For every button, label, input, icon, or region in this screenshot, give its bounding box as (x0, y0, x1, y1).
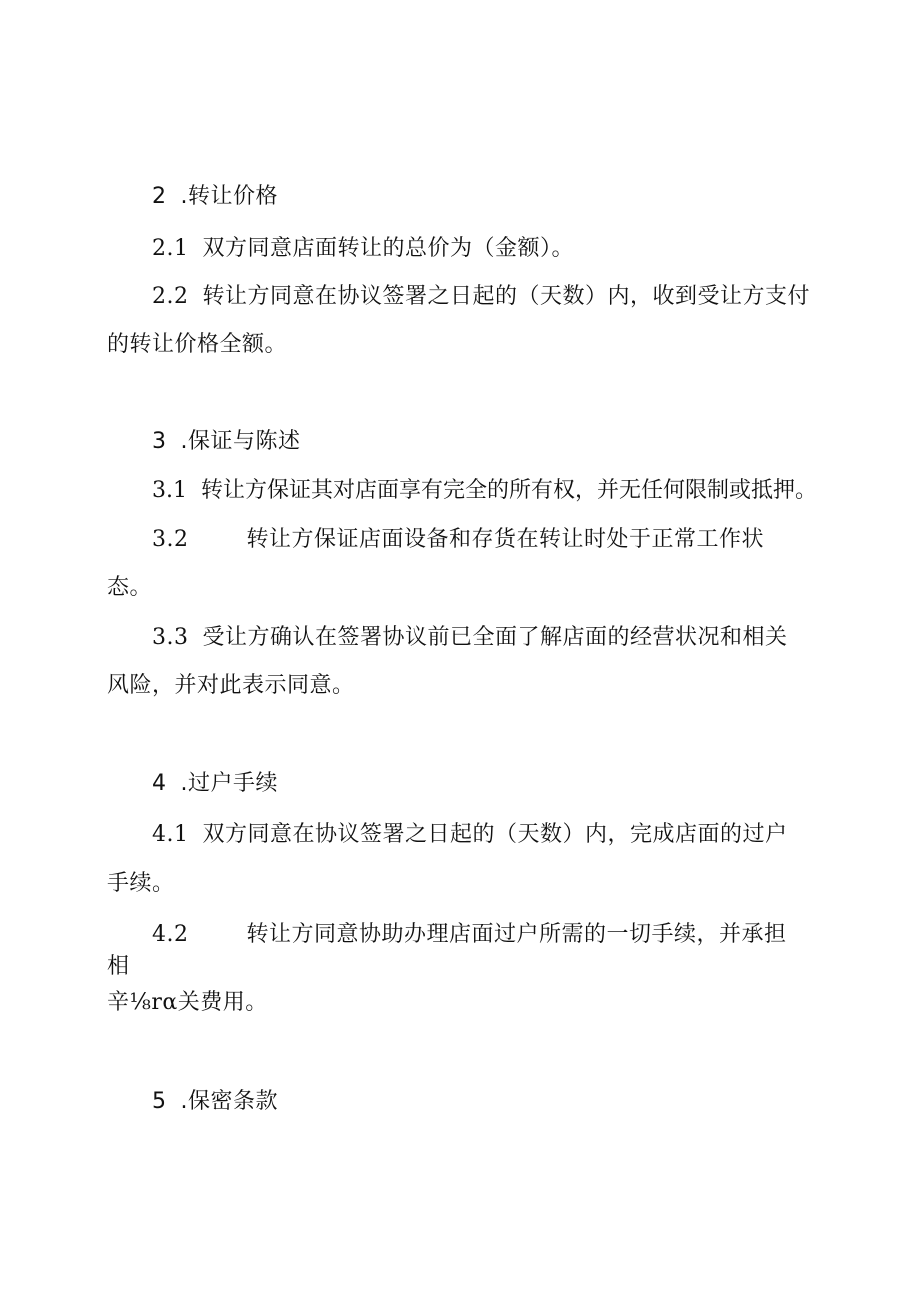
clause-text: 手续。 (107, 871, 175, 896)
clause-text: 转让方同意在协议签署之日起的（天数）内，收到受让方支付 (202, 284, 811, 309)
clause-number: 3.2 (152, 527, 189, 552)
clause-number: 2.2 (152, 284, 189, 309)
clause-text: 转让方保证店面设备和存货在转让时处于正常工作状 (246, 527, 765, 552)
section-number: 5 (152, 1089, 167, 1114)
clause-number: 3.3 (152, 625, 189, 650)
clause-text: 相 (107, 954, 130, 979)
clause-3-2-continuation (107, 573, 152, 603)
clause-text: 态。 (107, 575, 153, 600)
section-title: .过户手续 (180, 771, 278, 796)
clause-number: 4.2 (152, 922, 189, 947)
clause-3-3-continuation (107, 671, 355, 701)
section-heading-2 (152, 182, 278, 212)
section-number: 2 (152, 184, 167, 209)
clause-text: 受让方确认在签署协议前已全面了解店面的经营状况和相关 (202, 625, 788, 650)
clause-2-2-continuation (107, 330, 287, 360)
clause-4-1-continuation (107, 869, 175, 899)
clause-3-2 (152, 525, 764, 555)
section-heading-5 (152, 1087, 278, 1117)
clause-text: 的转让价格全额。 (107, 332, 288, 357)
section-title: .转让价格 (180, 184, 278, 209)
clause-number: 3.1 (152, 478, 187, 503)
section-number: 4 (152, 771, 167, 796)
clause-2-1 (152, 234, 574, 264)
section-title: .保证与陈述 (180, 429, 301, 454)
clause-text: 双方同意在协议签署之日起的（天数）内，完成店面的过户 (202, 822, 788, 847)
clause-text: 双方同意店面转让的总价为（金额）。 (202, 236, 575, 261)
clause-text: 风险，并对此表示同意。 (107, 673, 355, 698)
section-number: 3 (152, 429, 167, 454)
clause-4-2-continuation (107, 952, 130, 982)
clause-number: 4.1 (152, 822, 189, 847)
clause-4-2-continuation-2 (107, 988, 268, 1018)
section-heading-4 (152, 769, 278, 799)
clause-text: 转让方同意协助办理店面过户所需的一切手续，并承担 (246, 922, 787, 947)
clause-number: 2.1 (152, 236, 189, 261)
clause-2-2 (152, 282, 810, 312)
section-heading-3 (152, 427, 301, 457)
section-title: .保密条款 (180, 1089, 278, 1114)
clause-3-1 (152, 476, 817, 506)
clause-4-1 (152, 820, 788, 850)
clause-text: 转让方保证其对店面享有完全的所有权，并无任何限制或抵押。 (201, 478, 818, 503)
clause-text: 辛⅛rα关费用。 (107, 990, 268, 1015)
clause-3-3 (152, 623, 788, 653)
clause-4-2 (152, 920, 787, 950)
